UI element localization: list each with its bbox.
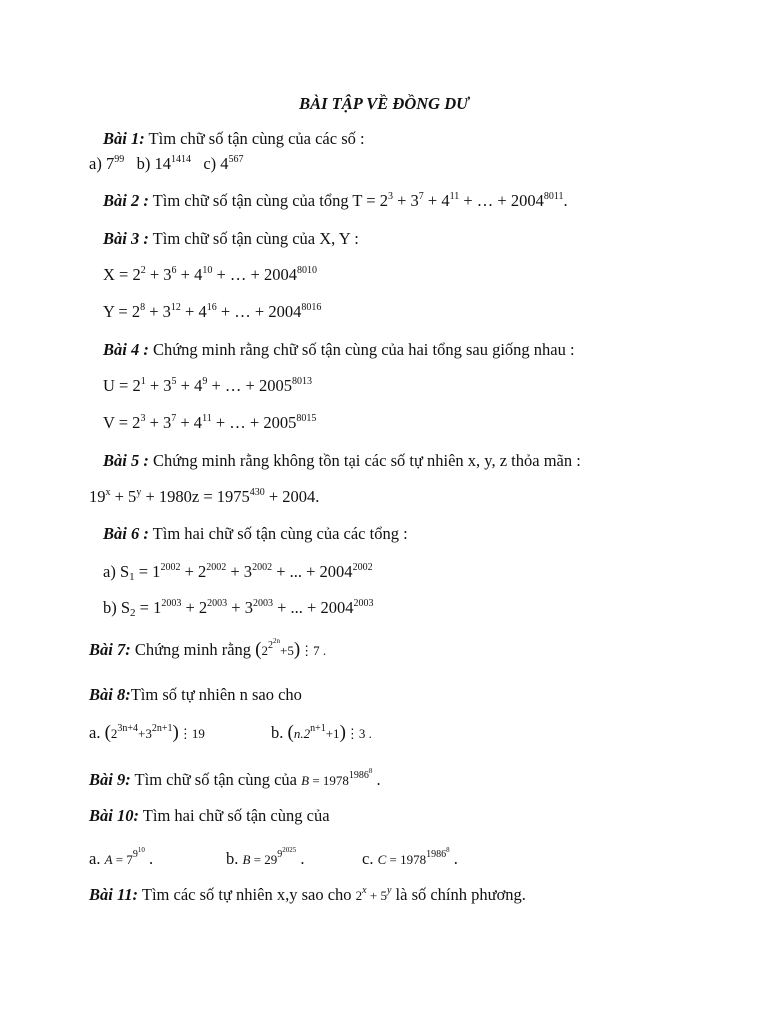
term: b) S	[103, 598, 131, 617]
problem-4-text: Chứng minh rằng chữ số tận cùng của hai tổng sau giống nhau :	[148, 340, 575, 359]
problem-3-label: Bài 3 :	[103, 229, 149, 248]
term: a) S	[103, 562, 130, 581]
exp: 6	[171, 265, 177, 276]
exp: 2	[140, 265, 146, 276]
exp: 8	[368, 767, 373, 775]
term: + 3	[145, 265, 172, 284]
term: + 4	[423, 191, 450, 210]
term: + … + 2005	[211, 413, 297, 432]
term: + 3	[392, 191, 419, 210]
problem-6	[103, 523, 408, 545]
problem-11-label: Bài 11:	[89, 885, 139, 904]
problem-10	[89, 805, 330, 827]
exp	[348, 767, 373, 781]
term: ⋮3 .	[345, 726, 372, 741]
exp: 2002	[206, 562, 227, 573]
exp: 2003	[252, 598, 273, 609]
part-a: a) 7	[89, 154, 115, 173]
exp: 99	[114, 154, 125, 165]
term: + 2	[180, 562, 207, 581]
exp: 2003	[161, 598, 182, 609]
exp: x	[362, 885, 367, 896]
exp: 11	[449, 191, 460, 202]
term: = 1	[134, 562, 161, 581]
exp: 8	[446, 846, 450, 854]
problem-5	[103, 450, 581, 472]
problem-2	[103, 190, 568, 212]
term: = 1978	[309, 773, 349, 788]
part-c: c) 4	[203, 154, 229, 173]
equation-b5	[89, 486, 319, 508]
exp: 9	[277, 849, 283, 860]
term: +3	[138, 726, 152, 741]
exp: 9	[202, 376, 208, 387]
term: + ... + 2004	[272, 562, 353, 581]
problem-1-label: Bài 1:	[103, 129, 145, 148]
term: + 4	[176, 265, 203, 284]
term: C	[377, 852, 387, 867]
term: +1	[325, 726, 340, 741]
exp: 5	[171, 376, 177, 387]
term: + 5	[366, 888, 387, 903]
equation-u	[103, 375, 312, 397]
problem-11	[89, 884, 526, 907]
problem-9-label: Bài 9:	[89, 770, 131, 789]
part-b: b) 14	[136, 154, 171, 173]
term: + 4	[176, 413, 203, 432]
problem-2-text: Tìm chữ số tận cùng của tổng T = 2	[148, 191, 388, 210]
problem-6-text: Tìm hai chữ số tận cùng của các tổng :	[148, 524, 408, 543]
exp: 567	[228, 154, 244, 165]
term: 2	[355, 888, 363, 903]
term: = 1	[135, 598, 162, 617]
term: ⋮7 .	[300, 643, 327, 658]
exp: 8010	[296, 265, 317, 276]
paren: (	[255, 639, 262, 660]
exp: 1986	[348, 770, 369, 781]
exp: 7	[171, 413, 177, 424]
term: .	[144, 849, 154, 868]
paren: )	[172, 722, 179, 743]
problem-10-text: Tìm hai chữ số tận cùng của	[138, 806, 330, 825]
exp: 3n+4	[117, 723, 139, 734]
equation-y	[103, 301, 321, 323]
term: A	[104, 852, 113, 867]
problem-5-label: Bài 5 :	[103, 451, 149, 470]
exp: 430	[249, 487, 265, 498]
problem-4-label: Bài 4 :	[103, 340, 149, 359]
exp: 2n	[272, 637, 280, 645]
paren: )	[339, 722, 346, 743]
exp: 1986	[426, 849, 447, 860]
term: 2	[261, 643, 268, 658]
exp: 2003	[207, 598, 228, 609]
exp: 3	[387, 191, 393, 202]
problem-5-text: Chứng minh rằng không tồn tại các số tự nhiên x, y, z thỏa mãn :	[148, 451, 581, 470]
subscript: 1	[129, 571, 135, 583]
exp: 2n+1	[151, 723, 173, 734]
problem-9	[89, 769, 381, 792]
exp	[132, 846, 145, 860]
term: + 2004.	[264, 487, 320, 506]
exp: 2025	[282, 846, 297, 854]
exp: 8	[140, 302, 146, 313]
term: + … + 2004	[216, 302, 302, 321]
equation-x	[103, 264, 317, 286]
problem-10-part-c	[362, 848, 458, 871]
term: .	[372, 770, 381, 789]
problem-10-label: Bài 10:	[89, 806, 139, 825]
term: .	[563, 191, 568, 210]
exp: 9	[132, 849, 138, 860]
term: X = 2	[103, 265, 141, 284]
exp: 10	[202, 265, 213, 276]
term: n.2	[293, 726, 311, 741]
exp: 8011	[543, 191, 564, 202]
problem-7-text: Chứng minh rằng	[130, 640, 256, 659]
exp: 2	[267, 640, 273, 651]
term: + … + 2005	[207, 376, 292, 395]
problem-8-part-b	[271, 722, 372, 745]
term: U = 2	[103, 376, 141, 395]
term: .	[449, 849, 458, 868]
exp: 10	[137, 846, 145, 854]
part-label: a.	[89, 849, 105, 868]
problem-6-label: Bài 6 :	[103, 524, 149, 543]
problem-10-part-a	[89, 848, 153, 871]
term: + ... + 2004	[272, 598, 354, 617]
exp: 3	[140, 413, 146, 424]
exp: 2003	[353, 598, 374, 609]
term: + 4	[180, 302, 207, 321]
exp	[277, 846, 297, 860]
exp: 2002	[252, 562, 273, 573]
exp: 11	[202, 413, 212, 424]
term: B	[242, 852, 251, 867]
term: B	[301, 773, 310, 788]
problem-8-label: Bài 8:	[89, 685, 131, 704]
problem-2-label: Bài 2 :	[103, 191, 149, 210]
equation-v	[103, 412, 316, 434]
part-label: a.	[89, 723, 105, 742]
term: .	[296, 849, 305, 868]
term: là số chính phương.	[391, 885, 526, 904]
term: + … + 2004	[212, 265, 297, 284]
term: Y = 2	[103, 302, 141, 321]
part-label: b.	[226, 849, 243, 868]
term: 19	[89, 487, 106, 506]
problem-7	[89, 639, 326, 662]
exp: n+1	[310, 723, 326, 734]
term: = 29	[250, 852, 278, 867]
term: +5	[279, 643, 294, 658]
exp: 12	[170, 302, 181, 313]
exp: 2002	[352, 562, 373, 573]
equation-s2	[103, 597, 373, 619]
problem-11-text: Tìm các số tự nhiên x,y sao cho	[138, 885, 356, 904]
exp: x	[105, 487, 111, 498]
problem-8	[89, 684, 302, 706]
term: + 5	[110, 487, 137, 506]
term: + 1980z = 1975	[141, 487, 250, 506]
problem-8-part-a	[89, 722, 205, 745]
paren: (	[287, 722, 294, 743]
exp: y	[386, 885, 392, 896]
exp: y	[136, 487, 142, 498]
problem-1-parts	[89, 153, 244, 175]
exp: 2002	[160, 562, 181, 573]
part-label: b.	[271, 723, 288, 742]
exp: 7	[418, 191, 424, 202]
problem-3	[103, 228, 359, 250]
part-label: c.	[362, 849, 378, 868]
problem-1	[103, 128, 365, 150]
problem-10-part-b	[226, 848, 305, 871]
term: + 2	[181, 598, 208, 617]
term: = 7	[112, 852, 133, 867]
exp: 1	[140, 376, 146, 387]
paren: (	[104, 722, 111, 743]
subscript: 2	[130, 607, 136, 619]
term: + 3	[227, 598, 253, 617]
exp: 16	[206, 302, 217, 313]
problem-1-text: Tìm chữ số tận cùng của các số :	[144, 129, 365, 148]
problem-9-text: Tìm chữ số tận cùng của	[130, 770, 302, 789]
exp: 1414	[170, 154, 191, 165]
exp: 8015	[296, 413, 317, 424]
paren: )	[293, 639, 301, 660]
page-title: BÀI TẬP VỀ ĐỒNG DƯ	[299, 94, 469, 113]
term: + 3	[145, 302, 171, 321]
problem-4	[103, 339, 575, 361]
term: = 1978	[386, 852, 427, 867]
exp: 8016	[301, 302, 322, 313]
term: ⋮19	[178, 726, 205, 741]
term: + 4	[176, 376, 203, 395]
exp: 8013	[291, 376, 312, 387]
term: 2	[110, 726, 118, 741]
term: + … + 2004	[459, 191, 544, 210]
term: + 3	[226, 562, 253, 581]
exp	[426, 846, 450, 860]
problem-3-text: Tìm chữ số tận cùng của X, Y :	[148, 229, 359, 248]
problem-8-text: Tìm số tự nhiên n sao cho	[130, 685, 302, 704]
term: + 3	[145, 413, 172, 432]
term: + 3	[145, 376, 172, 395]
problem-7-label: Bài 7:	[89, 640, 131, 659]
term: V = 2	[103, 413, 141, 432]
equation-s1	[103, 561, 373, 583]
exp	[267, 637, 280, 651]
